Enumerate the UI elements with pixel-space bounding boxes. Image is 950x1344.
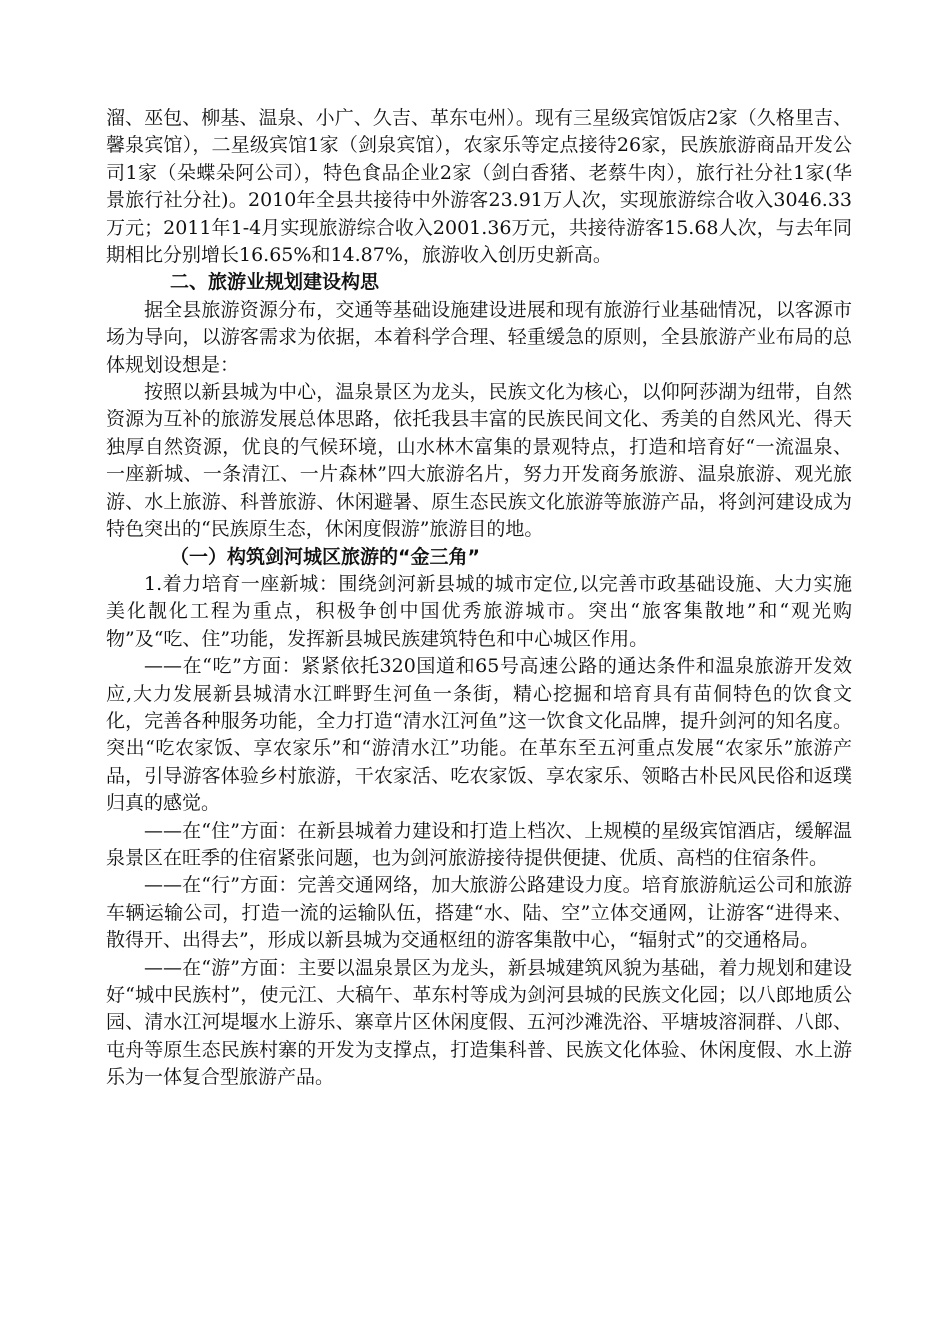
- subsection-heading-golden-triangle: （一）构筑剑河城区旅游的“金三角”: [170, 545, 480, 568]
- paragraph-stay: ——在“住”方面：在新县城着力建设和打造上档次、上规模的星级宾馆酒店，缓解温泉景区在旺季的住宿紧张问题，也为剑河旅游接待提供便捷、优质、高档的住宿条件。: [106, 819, 852, 869]
- paragraph-tourism-stats: 溜、巫包、柳基、温泉、小广、久吉、革东屯州）。现有三星级宾馆饭店2家（久格里吉、馨泉宾馆），二星级宾馆1家（剑泉宾馆），农家乐等定点接待26家，民族旅游商品开发公司1家（朵蝶朵阿公司），特色食品企业2家（剑白香猪、老蔡牛肉），旅行社分社1家(华景旅行社分社)。2010年全县共接待中外游客23.91万人次，实现旅游综合收入3046.33万元；2011年1-4月实现旅游综合收入2001.36万元，共接待游客15.68人次，与去年同期相比分别增长16.65%和14.87%，旅游收入创历史新高。: [106, 107, 852, 267]
- document-page: [106, 105, 852, 1092]
- paragraph-eat: ——在“吃”方面：紧紧依托320国道和65号高速公路的通达条件和温泉旅游开发效应,大力发展新县城清水江畔野生河鱼一条街，精心挖掘和培育具有苗侗特色的饮食文化，完善各种服务功能，全力打造“清水江河鱼”这一饮食文化品牌，提升剑河的知名度。突出“吃农家饭、享农家乐”和“游清水江”功能。在革东至五河重点发展“农家乐”旅游产品，引导游客体验乡村旅游，干农家活、吃农家饭、享农家乐、领略古朴民风民俗和返璞归真的感觉。: [106, 655, 852, 815]
- paragraph-new-city: 1.着力培育一座新城：围绕剑河新县城的城市定位,以完善市政基础设施、大力实施美化靓化工程为重点，积极争创中国优秀旅游城市。突出“旅客集散地”和“观光购物”及“吃、住”功能，发挥新县城民族建筑特色和中心城区作用。: [106, 572, 852, 650]
- paragraph-overall-strategy: 按照以新县城为中心，温泉景区为龙头，民族文化为核心，以仰阿莎湖为纽带，自然资源为互补的旅游发展总体思路，依托我县丰富的民族民间文化、秀美的自然风光、得天独厚自然资源，优良的气候环境，山水林木富集的景观特点，打造和培育好“一流温泉、一座新城、一条清江、一片森林”四大旅游名片，努力开发商务旅游、温泉旅游、观光旅游、水上旅游、科普旅游、休闲避暑、原生态民族文化旅游等旅游产品，将剑河建设成为特色突出的“民族原生态，休闲度假游”旅游目的地。: [106, 381, 852, 541]
- section-heading-planning: 二、旅游业规划建设构思: [170, 271, 380, 294]
- paragraph-planning-principle: 据全县旅游资源分布，交通等基础设施建设进展和现有旅游行业基础情况，以客源市场为导向，以游客需求为依据，本着科学合理、轻重缓急的原则，全县旅游产业布局的总体规划设想是：: [106, 298, 852, 376]
- paragraph-tour: ——在“游”方面：主要以温泉景区为龙头，新县城建筑风貌为基础，着力规划和建设好“城中民族村”，使元江、大稿午、革东村等成为剑河县城的民族文化园；以八郎地质公园、清水江河堤堰水上游乐、寨章片区休闲度假、五河沙滩洗浴、平塘坡溶洞群、八郎、屯舟等原生态民族村寨的开发为支撑点，打造集科普、民族文化体验、休闲度假、水上游乐为一体复合型旅游产品。: [106, 956, 852, 1089]
- paragraph-travel: ——在“行”方面：完善交通网络，加大旅游公路建设力度。培育旅游航运公司和旅游车辆运输公司，打造一流的运输队伍，搭建“水、陆、空”立体交通网，让游客“进得来、散得开、出得去”，形成以新县城为交通枢纽的游客集散中心，“辐射式”的交通格局。: [106, 874, 852, 952]
